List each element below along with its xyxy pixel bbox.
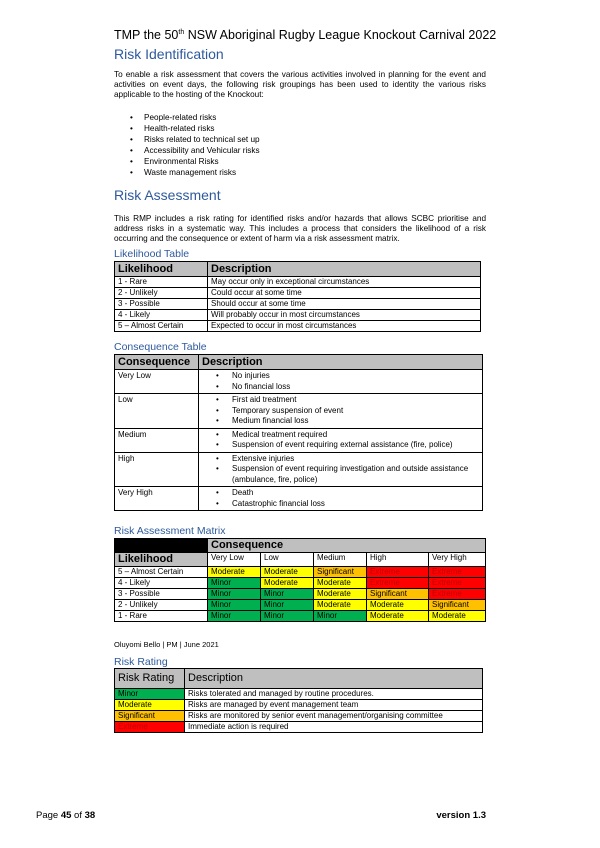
list-item: • Medium financial loss: [216, 416, 479, 427]
list-item: • Death: [216, 488, 479, 499]
table-row: [115, 394, 483, 429]
column-header: Description: [185, 669, 483, 689]
risk-identification-paragraph: To enable a risk assessment that covers the various activities involved in planning for the event and activities on event days, the following risk groupings has been used to identity the various risks applicable to the hosting of the Knockout:: [114, 70, 486, 100]
list-item: • No financial loss: [216, 382, 479, 393]
table-cell: Risks are managed by event management team: [185, 700, 483, 711]
matrix-cell: Moderate: [367, 600, 429, 611]
column-header: Likelihood: [115, 262, 208, 277]
table-cell: 2 - Unlikely: [115, 288, 208, 299]
list-item: • No injuries: [216, 371, 479, 382]
list-item: • Risks related to technical set up: [130, 134, 260, 145]
list-item: • Extensive injuries: [216, 454, 479, 465]
risk-identification-heading: Risk Identification: [114, 46, 224, 62]
table-cell: 1 - Rare: [115, 277, 208, 288]
risk-rating-table: [114, 668, 483, 733]
table-cell: [199, 394, 483, 429]
table-cell: Expected to occur in most circumstances: [208, 321, 481, 332]
matrix-cell: Minor: [208, 600, 261, 611]
rating-label: Moderate: [115, 700, 185, 711]
page-separator: of: [71, 810, 85, 821]
list-item: • Medical treatment required: [216, 430, 479, 441]
table-row: [115, 589, 486, 600]
list-item: • Suspension of event requiring investigation and outside assistance (ambulance, fire, police): [216, 464, 479, 485]
matrix-cell: Significant: [429, 600, 486, 611]
row-label: 1 - Rare: [115, 611, 208, 622]
likelihood-table-title: Likelihood Table: [114, 248, 190, 260]
matrix-cell: Extreme: [429, 578, 486, 589]
table-cell: Risks tolerated and managed by routine procedures.: [185, 689, 483, 700]
likelihood-table: [114, 261, 481, 332]
consequence-table-title: Consequence Table: [114, 341, 207, 353]
list-item: • Waste management risks: [130, 167, 260, 178]
current-page: 45: [60, 810, 72, 821]
column-header: Very Low: [208, 553, 261, 567]
header-pre: TMP the 50: [114, 28, 179, 42]
table-cell: Will probably occur in most circumstances: [208, 310, 481, 321]
rating-label: Extreme: [115, 722, 185, 733]
consequence-label: Medium: [115, 428, 199, 452]
table-row: [115, 600, 486, 611]
rating-label: Significant: [115, 711, 185, 722]
table-row: [115, 700, 483, 711]
table-cell: [199, 370, 483, 394]
consequence-label: Very Low: [115, 370, 199, 394]
table-row: [115, 487, 483, 511]
table-row: [115, 321, 481, 332]
table-row: [115, 428, 483, 452]
matrix-cell: Extreme: [429, 567, 486, 578]
table-row: [115, 299, 481, 310]
matrix-cell: Moderate: [314, 600, 367, 611]
matrix-cell: Moderate: [314, 589, 367, 600]
table-cell: Risks are monitored by senior event management/organising committee: [185, 711, 483, 722]
risk-rating-title: Risk Rating: [114, 656, 168, 668]
page-number: [36, 810, 95, 821]
table-row: [115, 452, 483, 487]
header-sup: th: [178, 28, 185, 36]
column-header: High: [367, 553, 429, 567]
consequence-label: Very High: [115, 487, 199, 511]
list-item: • Environmental Risks: [130, 156, 260, 167]
header-post: NSW Aboriginal Rugby League Knockout Carnival 2022: [184, 28, 497, 42]
column-header: Description: [208, 262, 481, 277]
risk-assessment-paragraph: This RMP includes a risk rating for identified risks and/or hazards that allows SCBC prioritise and address risks in a systematic way. This includes a process that considers the likelihood of a risk occurring and the consequence or extent of harm via a risk assessment matrix.: [114, 214, 486, 244]
table-row: [115, 288, 481, 299]
table-row: [115, 611, 486, 622]
matrix-cell: Moderate: [314, 578, 367, 589]
matrix-cell: Significant: [367, 589, 429, 600]
table-cell: [199, 487, 483, 511]
list-item: • Health-related risks: [130, 123, 260, 134]
matrix-cell: Extreme: [367, 567, 429, 578]
document-header: [114, 28, 497, 42]
consequence-label: High: [115, 452, 199, 487]
matrix-cell: Extreme: [367, 578, 429, 589]
table-cell: Could occur at some time: [208, 288, 481, 299]
row-label: 4 - Likely: [115, 578, 208, 589]
list-item: • People-related risks: [130, 112, 260, 123]
table-row: [115, 370, 483, 394]
matrix-cell: Minor: [261, 611, 314, 622]
author-line: Oluyomi Bello | PM | June 2021: [114, 640, 219, 649]
table-cell: [199, 428, 483, 452]
table-cell: Immediate action is required: [185, 722, 483, 733]
matrix-cell: Minor: [208, 589, 261, 600]
table-row: [115, 689, 483, 700]
table-row: [115, 578, 486, 589]
column-header: Description: [199, 355, 483, 370]
matrix-cell: Significant: [314, 567, 367, 578]
matrix-cell: Minor: [261, 600, 314, 611]
table-row: [115, 277, 481, 288]
matrix-cell: Moderate: [208, 567, 261, 578]
page-prefix: Page: [36, 810, 61, 821]
list-item: • Temporary suspension of event: [216, 406, 479, 417]
table-row: [115, 310, 481, 321]
matrix-cell: Minor: [208, 578, 261, 589]
list-item: • Suspension of event requiring external assistance (fire, police): [216, 440, 479, 451]
risk-matrix-title: Risk Assessment Matrix: [114, 525, 226, 537]
table-row: [115, 711, 483, 722]
matrix-cell: Minor: [261, 589, 314, 600]
matrix-likelihood-header: Likelihood: [115, 553, 208, 567]
matrix-cell: Minor: [208, 611, 261, 622]
matrix-corner: [115, 539, 208, 553]
risk-assessment-heading: Risk Assessment: [114, 187, 221, 203]
column-header: Consequence: [115, 355, 199, 370]
table-row: [115, 567, 486, 578]
column-header: Low: [261, 553, 314, 567]
matrix-cell: Moderate: [367, 611, 429, 622]
table-cell: 5 – Almost Certain: [115, 321, 208, 332]
row-label: 3 - Possible: [115, 589, 208, 600]
matrix-cell: Moderate: [429, 611, 486, 622]
consequence-table: [114, 354, 483, 511]
table-cell: 4 - Likely: [115, 310, 208, 321]
column-header: Very High: [429, 553, 486, 567]
rating-label: Minor: [115, 689, 185, 700]
risk-groupings-list: [130, 112, 260, 178]
list-item: • First aid treatment: [216, 395, 479, 406]
column-header: Risk Rating: [115, 669, 185, 689]
table-cell: Should occur at some time: [208, 299, 481, 310]
list-item: • Accessibility and Vehicular risks: [130, 145, 260, 156]
table-cell: [199, 452, 483, 487]
consequence-label: Low: [115, 394, 199, 429]
row-label: 5 – Almost Certain: [115, 567, 208, 578]
row-label: 2 - Unlikely: [115, 600, 208, 611]
table-cell: 3 - Possible: [115, 299, 208, 310]
matrix-cell: Moderate: [261, 578, 314, 589]
matrix-cell: Extreme: [429, 589, 486, 600]
column-header: Medium: [314, 553, 367, 567]
total-pages: 38: [84, 810, 96, 821]
table-cell: May occur only in exceptional circumstances: [208, 277, 481, 288]
matrix-cell: Minor: [314, 611, 367, 622]
list-item: • Catastrophic financial loss: [216, 499, 479, 510]
matrix-consequence-header: Consequence: [208, 539, 486, 553]
risk-assessment-matrix: [114, 538, 486, 622]
matrix-cell: Moderate: [261, 567, 314, 578]
table-row: [115, 722, 483, 733]
version-label: version 1.3: [436, 810, 486, 821]
